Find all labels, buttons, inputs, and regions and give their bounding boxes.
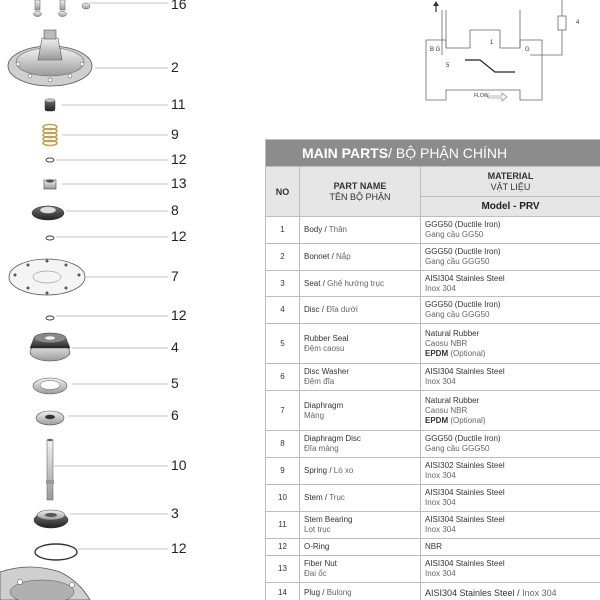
exploded-view-drawing bbox=[0, 0, 200, 600]
material-line: AISI304 Stainles Steel bbox=[425, 367, 505, 376]
material-cell: AISI304 Stainles Steel / Inox 304 bbox=[421, 583, 600, 600]
material-line: Gang cầu GGG50 bbox=[425, 310, 490, 319]
schematic-label: B G bbox=[430, 47, 441, 53]
material-line: AISI304 Stainles Steel bbox=[425, 488, 505, 497]
material-line: Gang cầu GGG50 bbox=[425, 444, 490, 453]
callout-number: 12 bbox=[171, 151, 187, 167]
part-name-vi: Đĩa dưới bbox=[326, 305, 358, 314]
body-part bbox=[0, 567, 90, 600]
o-ring-part bbox=[35, 544, 77, 560]
part-name-vi: Lò xo bbox=[333, 466, 354, 475]
material-option-note: (Optional) bbox=[450, 415, 486, 425]
material-line: AISI302 Stainles Steel bbox=[425, 461, 505, 470]
part-name-vi: Lọt trục bbox=[304, 525, 331, 534]
part-name-cell bbox=[300, 431, 421, 458]
part-name-en: Stem bbox=[304, 493, 323, 502]
flow-label: FLOW bbox=[474, 93, 489, 99]
table-row bbox=[266, 458, 600, 485]
header-model: Model - PRV bbox=[421, 196, 600, 216]
row-number: 10 bbox=[266, 485, 300, 512]
schematic-label: 5 bbox=[446, 63, 450, 69]
exploded-view bbox=[0, 0, 200, 600]
callout-number: 9 bbox=[171, 126, 179, 142]
material-cell bbox=[421, 391, 600, 431]
material-line-vi: Inox 304 bbox=[522, 587, 557, 598]
part-name-en: Fiber Nut bbox=[304, 559, 337, 568]
table-title-en: MAIN PARTS bbox=[302, 145, 389, 161]
table-row bbox=[266, 217, 600, 244]
table-row bbox=[266, 512, 600, 539]
row-number: 12 bbox=[266, 539, 300, 556]
part-name-cell: Seat / Ghế hướng trục bbox=[300, 271, 421, 297]
material-cell bbox=[421, 431, 600, 458]
material-cell bbox=[421, 324, 600, 364]
callout-number: 4 bbox=[171, 339, 179, 355]
part-name-en: Plug bbox=[304, 587, 321, 597]
table-row bbox=[266, 271, 600, 297]
table-row bbox=[266, 364, 600, 391]
part-name-en: O-Ring bbox=[304, 542, 330, 551]
material-line: GGG50 (Ductile Iron) bbox=[425, 434, 501, 443]
part-name-en: Stem Bearing bbox=[304, 515, 353, 524]
seat-part bbox=[34, 510, 68, 528]
callout-number: 10 bbox=[171, 457, 187, 473]
table-row bbox=[266, 539, 600, 556]
schematic-label: 1 bbox=[490, 40, 494, 46]
spring-part bbox=[43, 125, 57, 146]
part-name-en: Diaphragm bbox=[304, 400, 344, 410]
material-line: Inox 304 bbox=[425, 525, 456, 534]
table-row bbox=[266, 391, 600, 431]
part-name-cell bbox=[300, 391, 421, 431]
material-option-bold: EPDM bbox=[425, 348, 449, 358]
part-name-en: Diaphragm Disc bbox=[304, 434, 361, 443]
row-number: 7 bbox=[266, 391, 300, 431]
material-option-bold: EPDM bbox=[425, 415, 449, 425]
material-line: Caosu NBR bbox=[425, 338, 468, 348]
material-line: AISI304 Stainles Steel bbox=[425, 587, 515, 598]
part-name-vi: Bulong bbox=[326, 587, 352, 597]
row-number: 8 bbox=[266, 431, 300, 458]
row-number: 3 bbox=[266, 271, 300, 297]
part-name-vi: Đĩa màng bbox=[304, 444, 339, 453]
stem-bearing-part bbox=[45, 98, 55, 111]
bonnet-part bbox=[8, 30, 92, 86]
table-row bbox=[266, 324, 600, 364]
part-name-en: Seat bbox=[304, 278, 321, 288]
part-name-cell bbox=[300, 512, 421, 539]
rubber-seal-part bbox=[33, 378, 67, 394]
schematic-label: G bbox=[525, 47, 530, 53]
part-name-vi: Ghế hướng trục bbox=[327, 278, 384, 288]
part-name-cell bbox=[300, 324, 421, 364]
callout-number: 8 bbox=[171, 202, 179, 218]
part-name-vi: Đệm caosu bbox=[304, 343, 345, 353]
material-option-note: (Optional) bbox=[450, 348, 486, 358]
disc-part bbox=[30, 333, 70, 361]
header-part-name bbox=[300, 167, 421, 217]
part-name-cell: Disc / Đĩa dưới bbox=[300, 297, 421, 324]
callout-number: 13 bbox=[171, 175, 187, 191]
part-name-vi: Đệm đĩa bbox=[304, 377, 335, 386]
material-line: Inox 304 bbox=[425, 471, 456, 480]
part-name-en: Body bbox=[304, 225, 323, 234]
material-cell bbox=[421, 458, 600, 485]
table-row bbox=[266, 556, 600, 583]
callout-number: 12 bbox=[171, 540, 187, 556]
material-line: AISI304 Stainles Steel bbox=[425, 515, 505, 524]
diaphragm-part bbox=[9, 259, 85, 295]
header-material-en: MATERIAL bbox=[487, 170, 534, 181]
row-number: 1 bbox=[266, 217, 300, 244]
diaphragm-disc-part bbox=[32, 206, 64, 220]
part-name-vi: Nắp bbox=[336, 252, 351, 261]
part-name-cell bbox=[300, 364, 421, 391]
material-line: Gang cầu GGG50 bbox=[425, 257, 490, 266]
material-line: Inox 304 bbox=[425, 498, 456, 507]
material-line: Inox 304 bbox=[425, 283, 456, 293]
material-cell bbox=[421, 244, 600, 271]
fiber-nut-part bbox=[44, 179, 56, 189]
main-parts-table bbox=[265, 139, 600, 600]
material-line: Caosu NBR bbox=[425, 405, 468, 415]
row-number: 14 bbox=[266, 583, 300, 600]
part-name-cell: Stem / Trục bbox=[300, 485, 421, 512]
part-name-en: Spring bbox=[304, 466, 328, 475]
part-name-en: Bonnet bbox=[304, 252, 330, 261]
row-number: 6 bbox=[266, 364, 300, 391]
part-name-cell: Body / Thân bbox=[300, 217, 421, 244]
material-cell bbox=[421, 512, 600, 539]
part-name-vi: Thân bbox=[328, 225, 347, 234]
part-name-en: Disc Washer bbox=[304, 367, 350, 376]
table-row bbox=[266, 431, 600, 458]
table-row bbox=[266, 244, 600, 271]
callout-number: 16 bbox=[171, 0, 187, 12]
material-cell bbox=[421, 556, 600, 583]
o-ring-part bbox=[46, 236, 54, 240]
callout-number: 7 bbox=[171, 268, 179, 284]
schematic-label: 4 bbox=[576, 20, 580, 26]
table-row bbox=[266, 583, 600, 600]
material-cell bbox=[421, 271, 600, 297]
material-line: Gang cầu GG50 bbox=[425, 230, 484, 239]
material-line: Inox 304 bbox=[425, 569, 456, 578]
callout-number: 12 bbox=[171, 228, 187, 244]
row-number: 5 bbox=[266, 324, 300, 364]
material-cell bbox=[421, 217, 600, 244]
part-name-cell: Bonnet / Nắp bbox=[300, 244, 421, 271]
disc-washer-part bbox=[36, 411, 64, 425]
row-number: 2 bbox=[266, 244, 300, 271]
material-cell bbox=[421, 485, 600, 512]
material-line: Natural Rubber bbox=[425, 328, 480, 338]
row-number: 4 bbox=[266, 297, 300, 324]
material-line: GGG50 (Ductile Iron) bbox=[425, 247, 501, 256]
o-ring-part bbox=[46, 316, 54, 320]
valve-schematic bbox=[390, 0, 590, 110]
header-material bbox=[421, 167, 600, 197]
callout-number: 3 bbox=[171, 505, 179, 521]
material-line: GGG50 (Ductile Iron) bbox=[425, 300, 501, 309]
table-title bbox=[266, 140, 600, 167]
part-name-vi: Trục bbox=[329, 493, 345, 502]
table-row bbox=[266, 297, 600, 324]
callout-number: 5 bbox=[171, 375, 179, 391]
part-name-cell bbox=[300, 556, 421, 583]
header-part-name-en: PART NAME bbox=[333, 181, 387, 191]
bolt-parts bbox=[34, 0, 91, 17]
table-title-vi: / BỘ PHẬN CHÍNH bbox=[388, 145, 508, 161]
stem-part bbox=[46, 439, 54, 500]
part-name-cell: Spring / Lò xo bbox=[300, 458, 421, 485]
part-name-vi: Màng bbox=[304, 410, 325, 420]
callout-number: 11 bbox=[171, 96, 186, 112]
material-cell bbox=[421, 297, 600, 324]
material-line: NBR bbox=[425, 542, 442, 551]
material-line: Natural Rubber bbox=[425, 395, 480, 405]
header-material-vi: VẬT LIỆU bbox=[490, 181, 531, 192]
header-no: NO bbox=[266, 167, 300, 217]
row-number: 9 bbox=[266, 458, 300, 485]
callout-number: 2 bbox=[171, 59, 179, 75]
part-name-en: Disc bbox=[304, 305, 320, 314]
material-line: Inox 304 bbox=[425, 377, 456, 386]
material-line: AISI304 Stainles Steel bbox=[425, 273, 505, 283]
part-name-cell: Plug / Bulong bbox=[300, 583, 421, 600]
callout-number: 6 bbox=[171, 407, 179, 423]
header-part-name-vi: TÊN BỘ PHẬN bbox=[329, 192, 391, 202]
callout-number: 12 bbox=[171, 307, 187, 323]
table-row bbox=[266, 485, 600, 512]
o-ring-part bbox=[46, 158, 54, 162]
valve-schematic-drawing bbox=[390, 0, 590, 110]
material-line: AISI304 Stainles Steel bbox=[425, 559, 505, 568]
row-number: 11 bbox=[266, 512, 300, 539]
part-name-vi: Đai ốc bbox=[304, 569, 327, 578]
row-number: 13 bbox=[266, 556, 300, 583]
material-cell bbox=[421, 364, 600, 391]
material-line: GGG50 (Ductile Iron) bbox=[425, 220, 501, 229]
part-name-cell bbox=[300, 539, 421, 556]
part-name-en: Rubber Seal bbox=[304, 333, 349, 343]
material-cell bbox=[421, 539, 600, 556]
